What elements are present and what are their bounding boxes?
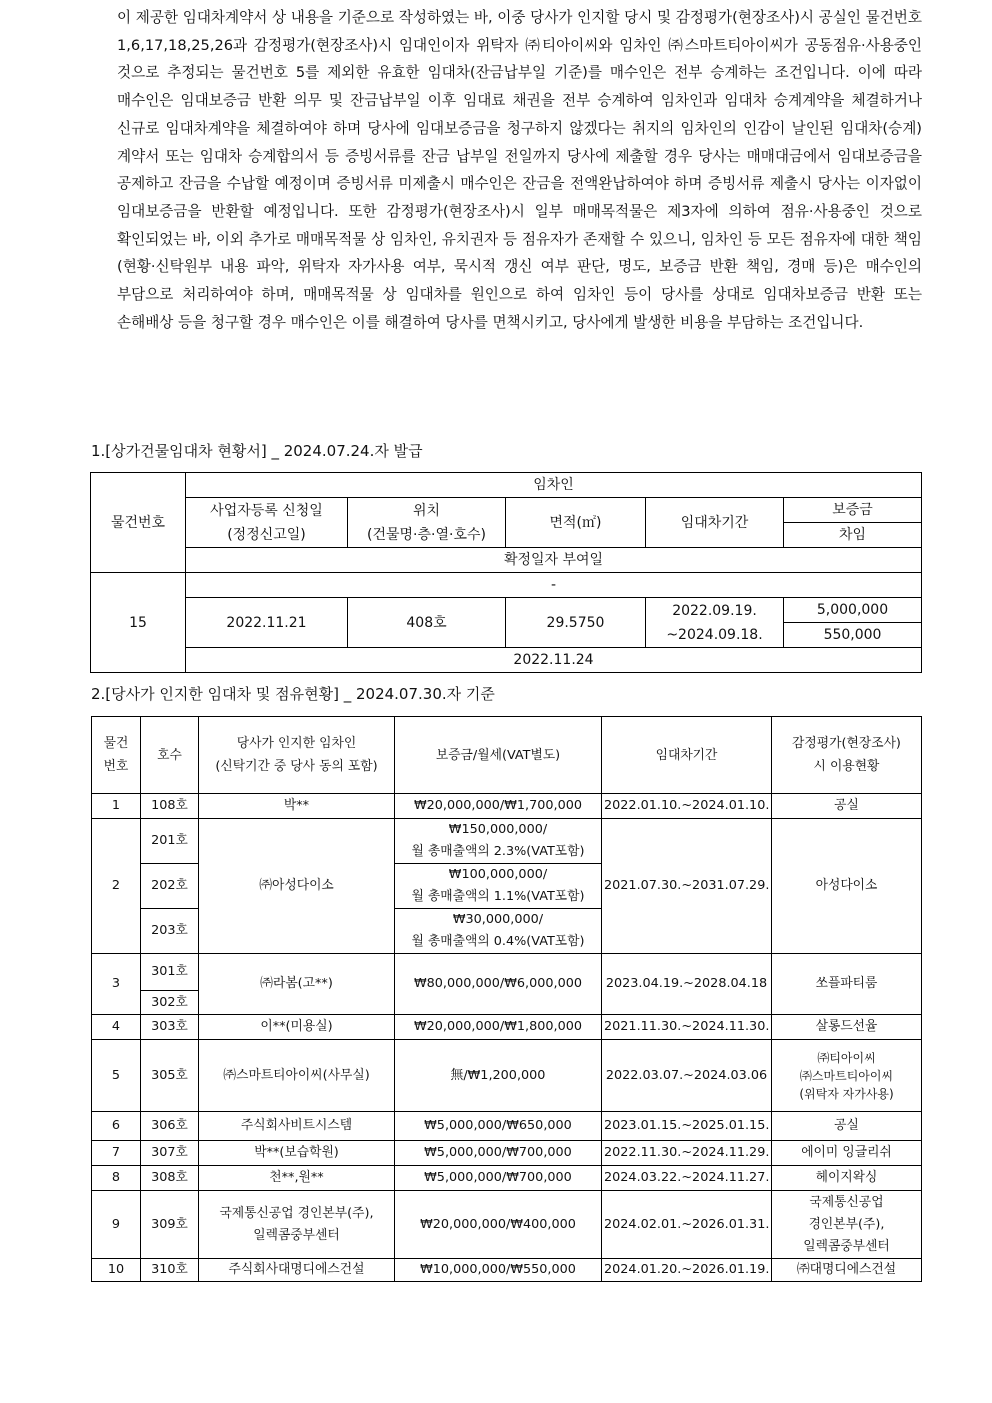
notice-paragraph: 이 제공한 임대차계약서 상 내용을 기준으로 작성하였는 바, 이중 당사가 인지할 당시 및 감정평가(현장조사)시 공실인 물건번호 1,6,17,18,25,26과 감정평가(현장조사)시 임대인이자 위탁자 ㈜티아이씨와 임차인 ㈜스마트티아이씨가 공동점유·사용중인 것으로 추정되는 물건번호 5를 제외한 유효한 임대차(잔금납부일 기준)를 매수인은 전부 승계하는 조건입니다. 이에 따라 매수인은 임대보증금 반환 의무 및 잔금납부일 이후 임대료 채권을 전부 승계하여 임차인과 임대차 승계계약을 체결하거나 신규로 임대차계약을 체결하여야 하며 당사에 임대보증금을 청구하지 않겠다는 취지의 임차인의 인감이 날인된 임대차(승계)계약서 또는 임대차 승계합의서 등 증빙서류를 잔금 납부일 전일까지 당사에 제출할 경우 당사는 매매대금에서 임대보증금을 공제하고 잔금을 수납할 예정이며 증빙서류 미제출시 매수인은 잔금을 전액완납하여야 하며 증빙서류 제출시 당사는 이자없이 임대보증금을 반환할 예정입니다. 또한 감정평가(현장조사)시 일부 매매목적물은 제3자에 의하여 점유·사용중인 것으로 확인되었는 바, 이외 추가로 매매목적물 상 임차인, 유치권자 등 점유자가 존재할 수 있으니, 임차인 등 모든 점유자에 대한 책임(현황·신탁원부 내용 파악, 위탁자 자가사용 여부, 묵시적 갱신 여부 판단, 명도, 보증금 반환 책임, 경매 등)은 매수인의 부담으로 처리하여야 하며, 매매목적물 상 임대차를 원인으로 하여 임차인 등이 당사를 상대로 임대차보증금 반환 또는 손해배상 등을 청구할 경우 매수인은 이를 해결하여 당사를 면책시키고, 당사에게 발생한 비용을 부담하는 조건입니다. [117,9,922,331]
cell-location: 408호 [348,598,506,648]
header-area: 면적(㎡) [506,498,646,548]
cell-period: 2022.09.19. ~2024.09.18. [646,598,784,648]
table-row: 6 306호 주식회사비트시스템 ₩5,000,000/₩650,000 2023.01.15.~2025.01.15. 공실 [92,1112,922,1141]
table-row: 2 201호 ㈜아성다이소 ₩150,000,000/ 월 총매출액의 2.3%(VAT포함) 2021.07.30.~2031.07.29. 아성다이소 [92,819,922,864]
cell-area: 29.5750 [506,598,646,648]
table-row: 10 310호 주식회사대명디에스건설 ₩10,000,000/₩550,000 2024.01.20.~2026.01.19. ㈜대명디에스건설 [92,1259,922,1282]
table-row: 7 307호 박**(보습학원) ₩5,000,000/₩700,000 2022.11.30.~2024.11.29. 에이미 잉글리쉬 [92,1141,922,1166]
header-no: 물건 번호 [92,717,141,794]
table-row: 9 309호 국제통신공업 경인본부(주), 일렉콤중부센터 ₩20,000,000/₩400,000 2024.02.01.~2026.01.31. 국제통신공업 경인본부(주), 일렉콤중부센터 [92,1191,922,1259]
header-deposit-rent: 보증금/월세(VAT별도) [395,717,602,794]
cell-biz-reg: 2022.11.21 [186,598,348,648]
occupancy-table [91,716,922,1282]
header-period: 임대차기간 [646,498,784,548]
cell-deposit: 5,000,000 [784,598,922,623]
table-row: 4 303호 이**(미용실) ₩20,000,000/₩1,800,000 2021.11.30.~2024.11.30. 살롱드선율 [92,1015,922,1040]
header-tenant: 당사가 인지한 임차인 (신탁기간 중 당사 동의 포함) [199,717,395,794]
header-period: 임대차기간 [602,717,772,794]
table-row: 202호 ₩100,000,000/ 월 총매출액의 1.1%(VAT포함) [92,864,922,909]
header-location: 위치 (건물명·층·열·호수) [348,498,506,548]
header-unit: 호수 [141,717,199,794]
lease-status-table [90,472,922,673]
header-fixed-date: 확정일자 부여일 [186,548,922,573]
table-row: 1 108호 박** ₩20,000,000/₩1,700,000 2022.01.10.~2024.01.10. 공실 [92,794,922,819]
table-row: 302호 [92,991,922,1015]
table-row: 203호 ₩30,000,000/ 월 총매출액의 0.4%(VAT포함) [92,909,922,954]
cell-item-no: 15 [91,573,186,673]
table-row: 3 301호 ㈜라봄(고**) ₩80,000,000/₩6,000,000 2023.04.19.~2028.04.18 쏘플파티룸 [92,954,922,991]
table-row: 5 305호 ㈜스마트티아이씨(사무실) 無/₩1,200,000 2022.03.07.~2024.03.06 ㈜티아이씨 ㈜스마트티아이씨 (위탁자 자가사용) [92,1040,922,1112]
header-deposit: 보증금 [784,498,922,523]
header-biz-reg: 사업자등록 신청일 (정정신고일) [186,498,348,548]
cell-fixed-date: 2022.11.24 [186,648,922,673]
table-row: 8 308호 천**,원** ₩5,000,000/₩700,000 2024.03.22.~2024.11.27. 헤이지왁싱 [92,1166,922,1191]
header-tenant: 임차인 [186,473,922,498]
cell-rent: 550,000 [784,623,922,648]
header-item-no: 물건번호 [91,473,186,573]
cell-dash: - [186,573,922,598]
section2-title: 2.[당사가 인지한 임대차 및 점유현황] _ 2024.07.30.자 기준 [91,685,495,703]
header-usage: 감정평가(현장조사) 시 이용현황 [772,717,922,794]
section1-title: 1.[상가건물임대차 현황서] _ 2024.07.24.자 발급 [91,442,423,460]
header-rent: 차임 [784,523,922,548]
